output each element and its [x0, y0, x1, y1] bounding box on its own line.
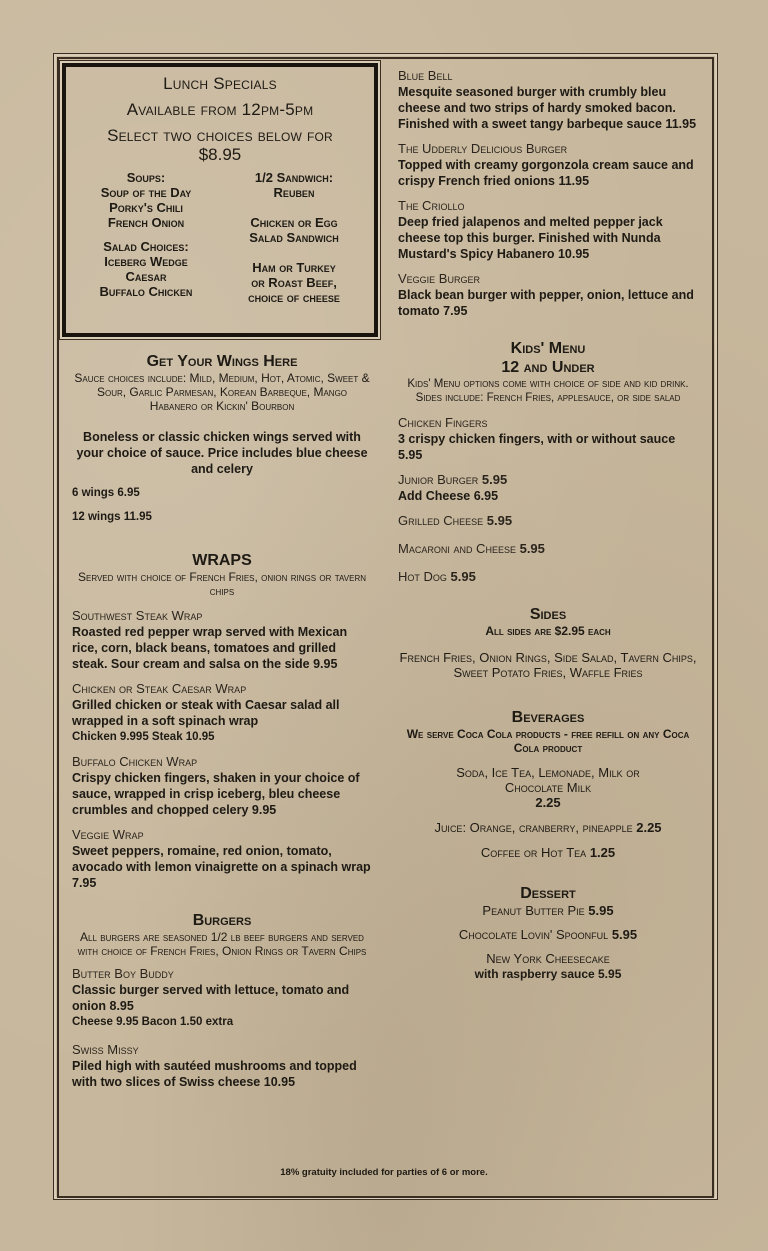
menu-item: [72, 681, 372, 745]
wings-section: [72, 352, 372, 525]
menu-item: [398, 472, 698, 504]
item-description: Crispy chicken fingers, shaken in your choice of sauce, wrapped in crisp iceberg, bleu cheese crumbles and chopped celery 9.95: [72, 771, 360, 817]
item-name: Buffalo Chicken Wrap: [72, 754, 198, 769]
lunch-specials-box: [62, 63, 378, 337]
item-description: Grilled chicken or steak with Caesar salad all wrapped in a soft spinach wrap: [72, 698, 340, 728]
kids-heading: Kids' Menu: [510, 340, 586, 357]
wings-description: Boneless or classic chicken wings served with your choice of sauce. Price includes blue cheese and celery: [76, 430, 368, 476]
item-name: Chicken Fingers: [398, 415, 488, 430]
half-sandwich-group: [220, 170, 368, 200]
dessert-description: with raspberry sauce 5.95: [474, 967, 622, 981]
lunch-select-note: Select two choices below for: [107, 126, 333, 145]
item-name: Veggie Wrap: [72, 827, 144, 842]
item-name: Veggie Burger: [398, 271, 480, 286]
item-price: 5.95: [519, 541, 545, 556]
burgers-heading: Burgers: [192, 912, 252, 929]
dessert-item: New York Cheesecake: [486, 951, 610, 966]
menu-item: [72, 966, 372, 1030]
gratuity-note: 18% gratuity included for parties of 6 or more.: [280, 1167, 488, 1178]
salads-heading: Salad Choices:: [103, 239, 189, 254]
lunch-price: $8.95: [198, 145, 242, 164]
kids-note: Kids' Menu options come with choice of side and kid drink. Sides include: French Fries, applesauce, or side salad: [407, 378, 689, 404]
dessert-section: [398, 884, 698, 982]
lunch-choices: [66, 170, 374, 314]
wings-price: 12 wings 11.95: [72, 511, 152, 523]
menu-item: [398, 198, 698, 262]
item-name: Butter Boy Buddy: [72, 966, 174, 981]
burgers-section: [72, 911, 372, 1090]
wraps-note: Served with choice of French Fries, onion rings or tavern chips: [77, 570, 367, 598]
dessert-item: Chocolate Lovin' Spoonful: [458, 927, 609, 942]
kids-age: 12 and Under: [501, 359, 595, 376]
sandwich-group: [220, 215, 368, 245]
salad-item: Buffalo Chicken: [99, 284, 193, 299]
beverage-price: 2.25: [535, 795, 561, 810]
menu-item: [398, 513, 698, 529]
item-price: 5.95: [481, 472, 508, 487]
menu-item: [72, 827, 372, 891]
sandwich-group: [220, 260, 368, 305]
beverage-price: 1.25: [589, 845, 616, 860]
wings-price: 6 wings 6.95: [72, 487, 140, 499]
beverages-section: [398, 708, 698, 860]
wings-heading: Get Your Wings Here: [146, 353, 298, 370]
salad-item: Iceberg Wedge: [104, 254, 188, 269]
wraps-heading: WRAPS: [192, 552, 252, 569]
item-price: 5.95: [450, 569, 476, 584]
item-description: Deep fried jalapenos and melted pepper jack cheese top this burger. Finished with Nunda Mustard's Spicy Habanero 10.95: [398, 215, 663, 261]
sandwich-item: or Roast Beef,: [251, 275, 337, 290]
sandwich-heading: 1/2 Sandwich:: [254, 170, 334, 185]
lunch-hours: Available from 12pm-5pm: [126, 100, 314, 119]
item-name: Swiss Missy: [72, 1042, 139, 1057]
menu-item: [398, 569, 698, 585]
item-name: Blue Bell: [398, 68, 453, 83]
item-description: Topped with creamy gorgonzola cream sauce and crispy French fried onions 11.95: [398, 158, 694, 188]
kids-section: [398, 339, 698, 585]
lunch-title: Lunch Specials: [163, 74, 277, 93]
soup-item: French Onion: [107, 215, 185, 230]
menu-item: [72, 1042, 372, 1090]
item-name: Hot Dog: [398, 569, 447, 584]
item-name: The Criollo: [398, 198, 465, 213]
wings-sauce-note: Sauce choices include: Mild, Medium, Hot, Atomic, Sweet & Sour, Garlic Parmesan, Korean Barbeque, Mango Habanero or Kickin' Bourbon: [74, 371, 370, 413]
beverage-price: 2.25: [636, 820, 662, 835]
sandwich-item: Salad Sandwich: [249, 230, 339, 245]
dessert-item: Peanut Butter Pie: [482, 903, 585, 918]
sandwich-item: Ham or Turkey: [252, 260, 336, 275]
menu-item: [398, 68, 698, 132]
menu-item: [72, 754, 372, 818]
item-name: The Udderly Delicious Burger: [398, 141, 568, 156]
menu-item: [398, 541, 698, 557]
sandwich-item: choice of cheese: [248, 290, 340, 305]
beverage-item: Juice: Orange, cranberry, pineapple: [434, 820, 633, 835]
soup-item: Soup of the Day: [100, 185, 192, 200]
beverages-heading: Beverages: [511, 709, 585, 726]
sandwich-item: Chicken or Egg: [250, 215, 338, 230]
left-column: [72, 352, 372, 1099]
right-column: [398, 68, 698, 982]
item-description: Sweet peppers, romaine, red onion, tomato, avocado with lemon vinaigrette on a spinach wrap 7.95: [72, 844, 371, 890]
item-name: Junior Burger: [398, 472, 479, 487]
lunch-left-column: [72, 170, 220, 314]
salad-item: Caesar: [125, 269, 167, 284]
soup-item: Porky's Chili: [109, 200, 183, 215]
beverage-item: Soda, Ice Tea, Lemonade, Milk or Chocolate Milk: [456, 765, 640, 795]
burgers-note: All burgers are seasoned 1/2 lb beef burgers and served with choice of French Fries, Onion Rings or Tavern Chips: [77, 930, 367, 958]
item-name: Southwest Steak Wrap: [72, 608, 203, 623]
menu-item: [398, 141, 698, 189]
burgers-continued: [398, 68, 698, 319]
lunch-right-column: [220, 170, 368, 314]
item-description: 3 crispy chicken fingers, with or without sauce 5.95: [398, 432, 676, 462]
sides-list: French Fries, Onion Rings, Side Salad, Tavern Chips, Sweet Potato Fries, Waffle Fries: [399, 650, 697, 680]
item-description: Piled high with sautéed mushrooms and topped with two slices of Swiss cheese 10.95: [72, 1059, 357, 1089]
dessert-price: 5.95: [588, 903, 614, 918]
menu-item: [398, 271, 698, 319]
item-name: Macaroni and Cheese: [398, 541, 516, 556]
item-description: Black bean burger with pepper, onion, lettuce and tomato 7.95: [398, 288, 694, 318]
item-name: Chicken or Steak Caesar Wrap: [72, 681, 247, 696]
wraps-section: [72, 551, 372, 891]
beverages-note: We serve Coca Cola products - free refill on any Coca Cola product: [406, 727, 690, 755]
item-price: 5.95: [486, 513, 513, 528]
beverage-item: Coffee or Hot Tea: [480, 845, 587, 860]
item-price: Cheese 9.95 Bacon 1.50 extra: [72, 1016, 234, 1028]
menu-item: [398, 415, 698, 463]
item-description: Classic burger served with lettuce, tomato and onion 8.95: [72, 983, 350, 1013]
sides-note: All sides are $2.95 each: [485, 624, 611, 638]
sandwich-item: Reuben: [273, 185, 315, 200]
salads-group: [72, 239, 220, 299]
item-price: Chicken 9.995 Steak 10.95: [72, 731, 215, 743]
sides-section: [398, 605, 698, 680]
soups-heading: Soups:: [126, 170, 166, 185]
soups-group: [72, 170, 220, 230]
dessert-price: 5.95: [611, 927, 638, 942]
dessert-heading: Dessert: [520, 885, 576, 902]
menu-item: [72, 608, 372, 672]
item-description: Mesquite seasoned burger with crumbly bleu cheese and two strips of hardy smoked bacon. Finished with a sweet tangy barbeque sauce 11.95: [398, 85, 697, 131]
item-description: Roasted red pepper wrap served with Mexican rice, corn, black beans, tomatoes and grilled steak. Sour cream and salsa on the side 9.95: [72, 625, 348, 671]
item-name: Grilled Cheese: [398, 513, 484, 528]
item-description: Add Cheese 6.95: [398, 489, 499, 503]
sides-heading: Sides: [529, 606, 567, 623]
